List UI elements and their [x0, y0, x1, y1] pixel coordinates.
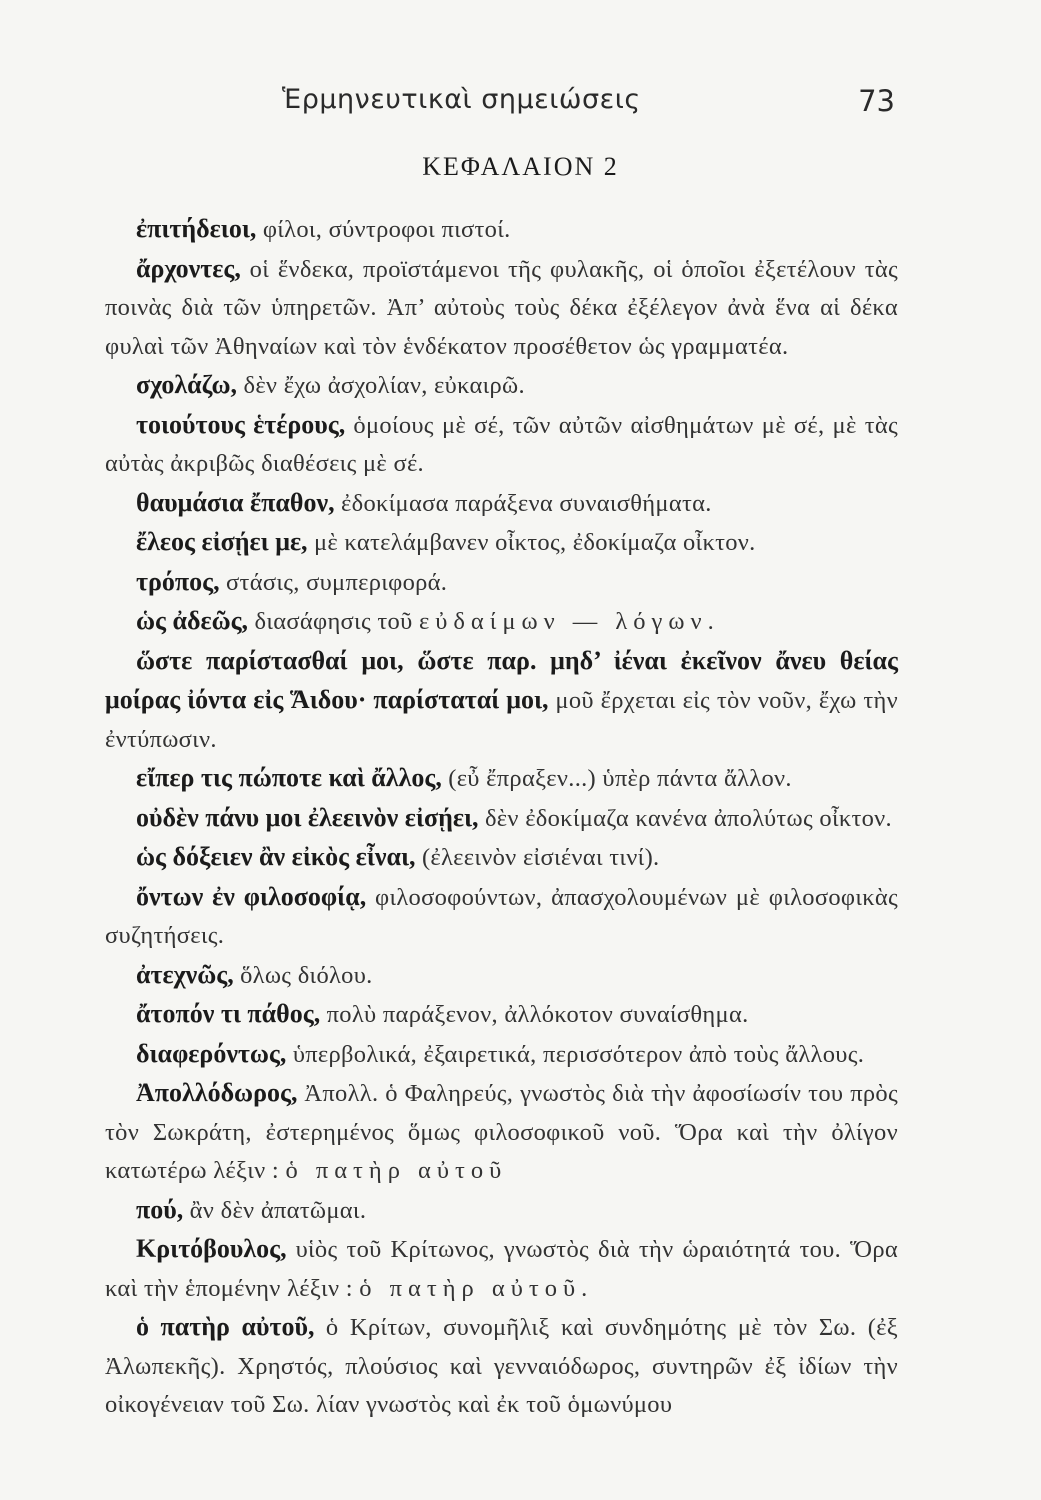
entry-lemma: ὁ πατὴρ αὐτοῦ,: [136, 1312, 315, 1341]
entry-gloss: ἐδοκίμασα παράξενα συναισθήματα.: [334, 489, 712, 517]
chapter-title: ΚΕΦΑΛΑΙΟΝ 2: [422, 152, 619, 181]
entry-lemma: ἀτεχνῶς,: [136, 959, 234, 989]
entry-lemma: ἔλεος εἰσῄει με,: [136, 527, 308, 556]
commentary-entry: [105, 1191, 898, 1231]
entry-gloss: οἱ ἕνδεκα, προϊστάμενοι τῆς φυλακῆς, οἱ ὁποῖοι ἐξετέλουν τὰς ποινὰς διὰ τῶν ὑπηρετῶν. Ἀπ’ αὐτοὺς τοὺς δέκα ἐξέλεγον ἀνὰ ἕνα αἱ δέκα φυλαὶ τῶν Ἀθηναίων καὶ τὸν ἑνδέκατον προσέθετον ὡς γραμματέα.: [105, 255, 898, 360]
entry-lemma: τοιούτους ἑτέρους,: [136, 409, 346, 439]
entry-gloss: ὑπερβολικά, ἐξαιρετικά, περισσότερον ἀπὸ τοὺς ἄλλους.: [286, 1040, 865, 1068]
commentary-entry: [105, 838, 898, 878]
entry-lemma: Κριτόβουλος,: [136, 1234, 287, 1263]
entry-lemma: ὡς δόξειεν ἂν εἰκὸς εἶναι,: [136, 842, 416, 871]
entry-lemma: διαφερόντως,: [136, 1038, 287, 1068]
entry-gloss: πολὺ παράξενον, ἀλλόκοτον συναίσθημα.: [320, 1001, 749, 1028]
commentary-entry: [105, 799, 898, 839]
entry-lemma: ἐπιτήδειοι,: [136, 214, 257, 243]
entry-gloss: μὲ κατελάμβανεν οἶκτος, ἐδοκίμαζα οἶκτον.: [307, 529, 756, 556]
entry-lemma: Ἀπολλόδωρος,: [136, 1078, 298, 1107]
entry-gloss: ὅλως διόλου.: [233, 961, 373, 989]
commentary-entry: [105, 1230, 898, 1308]
entry-lemma: ὥστε παρίστασθαί μοι, ὥστε παρ. μηδ’ ἰέναι ἐκεῖνον ἄνευ θείας μοίρας ἰόντα εἰς Ἅιδου· παρίσταταί μοι,: [105, 645, 898, 714]
commentary-entry: [105, 366, 898, 406]
entry-gloss: υἱὸς τοῦ Κρίτωνος, γνωστὸς διὰ τὴν ὡραιότητά του. Ὅρα καὶ τὴν ἑπομένην λέξιν :: [105, 1236, 898, 1302]
commentary-entry: [105, 956, 898, 996]
entry-gloss: δὲν ἔχω ἀσχολίαν, εὐκαιρῶ.: [237, 372, 525, 399]
entry-spaced-reference: ὁ πατὴρ αὐτοῦ: [359, 1274, 582, 1302]
entry-gloss: ἂν δὲν ἀπατῶμαι.: [183, 1196, 367, 1224]
entry-lemma: οὐδὲν πάνυ μοι ἐλεεινὸν εἰσῄει,: [136, 802, 479, 832]
commentary-entry: [105, 250, 898, 367]
entry-gloss: (εὖ ἔπραξεν...) ὑπὲρ πάντα ἄλλον.: [441, 765, 792, 792]
entry-lemma: εἴπερ τις πώποτε καὶ ἄλλος,: [136, 763, 442, 792]
commentary-entry: [105, 1308, 898, 1425]
commentary-entry: [105, 1035, 898, 1075]
entry-lemma: σχολάζω,: [136, 370, 238, 399]
entry-gloss: ὁ Κρίτων, συνομῆλιξ καὶ συνδημότης μὲ τὸν Σω. (ἐξ Ἀλωπεκῆς). Χρηστός, πλούσιος καὶ γενναιόδωρος, συντηρῶν ἐξ ἰδίων τὴν οἰκογένειαν τοῦ Σω. λίαν γνωστὸς καὶ ἐκ τοῦ ὁμωνύμου: [105, 1314, 898, 1418]
commentary-entry: [105, 602, 898, 642]
commentary-entry: [105, 484, 898, 524]
entry-lemma: ὡς ἀδεῶς,: [136, 606, 249, 635]
entry-gloss: φίλοι, σύντροφοι πιστοί.: [256, 216, 511, 243]
entry-spaced-reference: ὁ πατὴρ αὐτοῦ: [285, 1157, 508, 1184]
commentary-entry: [105, 406, 898, 484]
entry-lemma: θαυμάσια ἔπαθον,: [136, 487, 335, 517]
entry-gloss: φιλοσοφούντων, ἀπασχολουμένων μὲ φιλοσοφικὰς συζητήσεις.: [105, 883, 898, 949]
entry-tail: .: [581, 1274, 588, 1302]
commentary-entry: [105, 210, 898, 250]
page-header: [100, 84, 895, 124]
entry-lemma: τρόπος,: [136, 566, 220, 596]
entry-gloss: Ἀπολλ. ὁ Φαληρεύς, γνωστὸς διὰ τὴν ἀφοσίωσίν του πρὸς τὸν Σωκράτη, ἐστερημένος ὅμως φιλοσοφικοῦ νοῦ. Ὅρα καὶ τὴν ὀλίγον κατωτέρω λέξιν :: [105, 1080, 898, 1184]
commentary-entry: [105, 759, 898, 799]
page-number: 73: [858, 84, 895, 118]
commentary-entry: [105, 642, 898, 760]
entry-gloss: (ἐλεεινὸν εἰσιέναι τινί).: [415, 844, 660, 871]
entry-lemma: ἄρχοντες,: [136, 253, 241, 283]
entry-lemma: ἄτοπόν τι πάθος,: [136, 999, 321, 1028]
entry-spaced-reference: εὐδαίμων — λόγων: [418, 608, 708, 635]
entry-lemma: ὄντων ἐν φιλοσοφίᾳ,: [136, 881, 367, 911]
entry-gloss: μοῦ ἔρχεται εἰς τὸν νοῦν, ἔχω τὴν ἐντύπωσιν.: [105, 687, 898, 753]
commentary-entry: [105, 1074, 898, 1191]
entry-gloss: στάσις, συμπεριφορά.: [219, 568, 448, 596]
commentary-entry: [105, 995, 898, 1035]
entry-gloss: ὁμοίους μὲ σέ, τῶν αὐτῶν αἰσθημάτων μὲ σέ, μὲ τὰς αὐτὰς ἀκριβῶς διαθέσεις μὲ σέ.: [105, 411, 898, 477]
commentary-entries: [105, 210, 898, 1425]
running-title: Ἑρμηνευτικαὶ σημειώσεις: [282, 84, 641, 115]
commentary-entry: [105, 563, 898, 603]
commentary-entry: [105, 523, 898, 563]
entry-tail: .: [707, 608, 715, 635]
entry-gloss: διασάφησις τοῦ: [248, 608, 419, 635]
entry-lemma: πού,: [136, 1194, 184, 1224]
entry-gloss: δὲν ἐδοκίμαζα κανένα ἀπολύτως οἶκτον.: [478, 804, 892, 832]
commentary-entry: [105, 878, 898, 956]
